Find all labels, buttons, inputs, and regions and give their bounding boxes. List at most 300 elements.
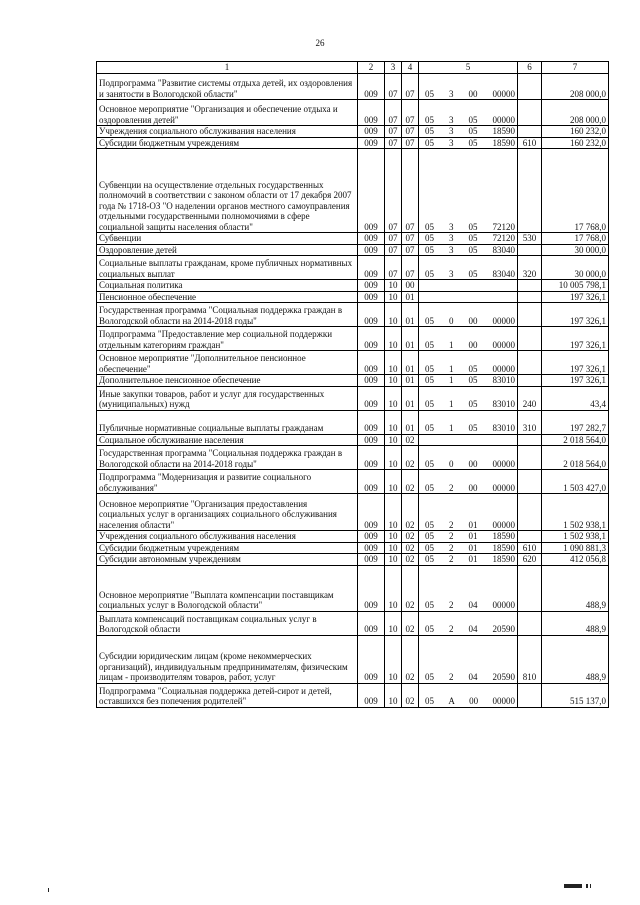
amount: 488,9 xyxy=(542,611,609,635)
target-code-part: 3 xyxy=(449,221,454,232)
section-code: 07 xyxy=(385,126,402,138)
expense-type-code xyxy=(518,565,542,611)
target-code-part: 00 xyxy=(468,482,478,493)
subsection-code: 02 xyxy=(402,494,419,531)
table-row xyxy=(97,494,609,531)
target-article-code xyxy=(419,494,518,531)
target-code-part: 3 xyxy=(449,114,454,125)
row-name: Учреждения социального обслуживания населения xyxy=(97,531,358,543)
section-code: 10 xyxy=(385,410,402,434)
expense-type-code xyxy=(518,244,542,256)
target-code-part: 00000 xyxy=(492,519,515,530)
target-code-part: А xyxy=(448,696,455,706)
target-article-code xyxy=(419,351,518,375)
table-row xyxy=(97,137,609,149)
target-article-code xyxy=(419,565,518,611)
target-code-part: 04 xyxy=(468,600,478,610)
target-code-part: 04 xyxy=(468,624,478,634)
target-code-part: 05 xyxy=(425,363,434,374)
section-code: 10 xyxy=(385,635,402,683)
expense-type-code xyxy=(518,470,542,494)
subsection-code: 07 xyxy=(402,74,419,100)
row-name: Социальная политика xyxy=(97,280,358,292)
target-article-code xyxy=(419,126,518,138)
section-code: 07 xyxy=(385,149,402,233)
target-code-part: 3 xyxy=(449,268,454,279)
expense-type-code xyxy=(518,683,542,707)
row-name: Субсидии бюджетным учреждениям xyxy=(97,137,358,149)
table-row xyxy=(97,126,609,138)
target-code-part: 05 xyxy=(425,696,434,706)
expense-type-code: 240 xyxy=(518,386,542,410)
ministry-code: 009 xyxy=(358,565,385,611)
table-row xyxy=(97,531,609,543)
subsection-code: 07 xyxy=(402,149,419,233)
subsection-code: 01 xyxy=(402,327,419,351)
target-code-part: 00000 xyxy=(492,88,515,99)
target-code-part: 2 xyxy=(449,519,454,530)
section-code: 10 xyxy=(385,434,402,446)
target-article-code xyxy=(419,470,518,494)
ministry-code: 009 xyxy=(358,542,385,554)
amount: 30 000,0 xyxy=(542,244,609,256)
subsection-code: 00 xyxy=(402,280,419,292)
row-name: Подпрограмма "Модернизация и развитие социального обслуживания" xyxy=(97,470,358,494)
ministry-code: 009 xyxy=(358,470,385,494)
table-row xyxy=(97,256,609,280)
ministry-code: 009 xyxy=(358,446,385,470)
expense-type-code: 320 xyxy=(518,256,542,280)
section-code: 10 xyxy=(385,494,402,531)
section-code: 07 xyxy=(385,256,402,280)
target-code-part: 2 xyxy=(449,672,454,682)
expense-type-code xyxy=(518,446,542,470)
target-article-code xyxy=(419,531,518,543)
ministry-code: 009 xyxy=(358,280,385,292)
section-code: 10 xyxy=(385,531,402,543)
section-code: 07 xyxy=(385,100,402,126)
target-article-code xyxy=(419,303,518,327)
target-code-part: 05 xyxy=(468,126,478,136)
target-code-part: 00000 xyxy=(492,600,515,610)
subsection-code: 07 xyxy=(402,100,419,126)
section-code: 10 xyxy=(385,303,402,327)
subsection-code: 02 xyxy=(402,611,419,635)
ministry-code: 009 xyxy=(358,291,385,303)
row-name: Подпрограмма "Социальная поддержка детей-сирот и детей, оставшихся без попечения родителей" xyxy=(97,683,358,707)
target-article-code xyxy=(419,74,518,100)
row-name: Основное мероприятие "Организация предоставления социальных услуг в организациях социального обслуживания населения области" xyxy=(97,494,358,531)
subsection-code: 02 xyxy=(402,565,419,611)
target-article-code xyxy=(419,244,518,256)
expense-type-code xyxy=(518,434,542,446)
target-code-part: 05 xyxy=(425,375,434,385)
section-code: 10 xyxy=(385,280,402,292)
target-code-part: 1 xyxy=(449,363,454,374)
target-code-part: 05 xyxy=(425,600,434,610)
section-code: 10 xyxy=(385,386,402,410)
section-code: 10 xyxy=(385,351,402,375)
amount: 2 018 564,0 xyxy=(542,446,609,470)
scan-mark xyxy=(564,884,582,888)
target-code-part: 00000 xyxy=(492,696,515,706)
expense-type-code xyxy=(518,494,542,531)
target-code-part: 1 xyxy=(449,423,454,433)
amount: 197 326,1 xyxy=(542,375,609,387)
expense-type-code: 610 xyxy=(518,137,542,149)
target-code-part: 83010 xyxy=(492,423,515,433)
ministry-code: 009 xyxy=(358,149,385,233)
subsection-code: 01 xyxy=(402,410,419,434)
target-code-part: 05 xyxy=(425,482,434,493)
amount: 160 232,0 xyxy=(542,126,609,138)
amount: 208 000,0 xyxy=(542,100,609,126)
target-article-code xyxy=(419,233,518,245)
expense-type-code: 530 xyxy=(518,233,542,245)
target-code-part: 2 xyxy=(449,554,454,564)
expense-type-code: 610 xyxy=(518,542,542,554)
table-row xyxy=(97,375,609,387)
amount: 488,9 xyxy=(542,565,609,611)
target-code-part: 18590 xyxy=(492,531,515,541)
target-code-part: 00000 xyxy=(492,363,515,374)
target-code-part: 83010 xyxy=(492,399,515,409)
amount: 197 326,1 xyxy=(542,327,609,351)
ministry-code: 009 xyxy=(358,635,385,683)
row-name: Субсидии автономным учреждениям xyxy=(97,554,358,566)
section-code: 10 xyxy=(385,683,402,707)
target-code-part: 00000 xyxy=(492,315,515,326)
ministry-code: 009 xyxy=(358,611,385,635)
target-code-part: 00 xyxy=(468,315,478,326)
target-code-part: 05 xyxy=(425,221,434,232)
section-code: 10 xyxy=(385,375,402,387)
table-row xyxy=(97,233,609,245)
target-code-part: 05 xyxy=(425,423,434,433)
target-code-part: 05 xyxy=(425,542,434,553)
table-row xyxy=(97,74,609,100)
target-code-part: 05 xyxy=(425,315,434,326)
amount: 197 282,7 xyxy=(542,410,609,434)
target-article-code xyxy=(419,280,518,292)
expense-type-code: 310 xyxy=(518,410,542,434)
ministry-code: 009 xyxy=(358,303,385,327)
subsection-code: 07 xyxy=(402,137,419,149)
target-article-code xyxy=(419,137,518,149)
target-code-part: 01 xyxy=(468,542,478,553)
target-article-code xyxy=(419,100,518,126)
table-row xyxy=(97,410,609,434)
table-row xyxy=(97,244,609,256)
amount: 43,4 xyxy=(542,386,609,410)
target-code-part: 20590 xyxy=(492,672,515,682)
target-code-part: 1 xyxy=(449,339,454,350)
target-code-part: 00000 xyxy=(492,339,515,350)
target-code-part: 05 xyxy=(468,363,478,374)
ministry-code: 009 xyxy=(358,327,385,351)
target-code-part: 05 xyxy=(468,221,478,232)
section-code: 10 xyxy=(385,554,402,566)
target-article-code xyxy=(419,149,518,233)
target-article-code xyxy=(419,256,518,280)
table-row xyxy=(97,291,609,303)
row-name: Государственная программа "Социальная поддержка граждан в Вологодской области на 2014-2018 годы" xyxy=(97,303,358,327)
target-code-part: 05 xyxy=(468,233,478,243)
subsection-code: 07 xyxy=(402,256,419,280)
subsection-code: 02 xyxy=(402,470,419,494)
section-code: 07 xyxy=(385,137,402,149)
expense-type-code xyxy=(518,126,542,138)
amount: 17 768,0 xyxy=(542,149,609,233)
ministry-code: 009 xyxy=(358,100,385,126)
ministry-code: 009 xyxy=(358,494,385,531)
target-code-part: 0 xyxy=(449,315,454,326)
header-cell: 5 xyxy=(419,62,518,74)
amount: 208 000,0 xyxy=(542,74,609,100)
ministry-code: 009 xyxy=(358,410,385,434)
target-code-part: 2 xyxy=(449,600,454,610)
subsection-code: 01 xyxy=(402,303,419,327)
amount: 1 503 427,0 xyxy=(542,470,609,494)
ministry-code: 009 xyxy=(358,386,385,410)
target-code-part: 00 xyxy=(468,88,478,99)
target-code-part: 2 xyxy=(449,624,454,634)
target-code-part: 05 xyxy=(425,244,434,255)
row-name: Основное мероприятие "Организация и обеспечение отдыха и оздоровления детей" xyxy=(97,100,358,126)
target-code-part: 05 xyxy=(425,672,434,682)
target-code-part: 05 xyxy=(425,268,434,279)
ministry-code: 009 xyxy=(358,351,385,375)
section-code: 10 xyxy=(385,327,402,351)
target-code-part: 00000 xyxy=(492,458,515,469)
subsection-code: 07 xyxy=(402,244,419,256)
target-code-part: 2 xyxy=(449,542,454,553)
target-article-code xyxy=(419,554,518,566)
ministry-code: 009 xyxy=(358,683,385,707)
target-article-code xyxy=(419,446,518,470)
amount: 17 768,0 xyxy=(542,233,609,245)
target-code-part: 05 xyxy=(425,88,434,99)
expense-type-code xyxy=(518,351,542,375)
row-name: Субсидии юридическим лицам (кроме некоммерческих организаций), индивидуальным предпринимателям, физическим лицам - производителям товаров, работ, услуг xyxy=(97,635,358,683)
table-row xyxy=(97,542,609,554)
budget-table xyxy=(96,61,609,708)
target-article-code xyxy=(419,291,518,303)
table-row xyxy=(97,149,609,233)
table-row xyxy=(97,446,609,470)
target-code-part: 83040 xyxy=(492,268,515,279)
subsection-code: 01 xyxy=(402,386,419,410)
scan-mark xyxy=(590,884,591,888)
target-code-part: 05 xyxy=(425,114,434,125)
target-article-code xyxy=(419,635,518,683)
expense-type-code xyxy=(518,327,542,351)
subsection-code: 02 xyxy=(402,542,419,554)
target-article-code xyxy=(419,375,518,387)
target-article-code xyxy=(419,327,518,351)
target-code-part: 01 xyxy=(468,519,478,530)
table-header-row xyxy=(97,62,609,74)
expense-type-code xyxy=(518,531,542,543)
subsection-code: 02 xyxy=(402,434,419,446)
target-code-part: 05 xyxy=(425,624,434,634)
target-code-part: 00 xyxy=(468,339,478,350)
target-code-part: 05 xyxy=(468,423,478,433)
row-name: Государственная программа "Социальная поддержка граждан в Вологодской области на 2014-2018 годы" xyxy=(97,446,358,470)
row-name: Социальное обслуживание населения xyxy=(97,434,358,446)
target-code-part: 05 xyxy=(425,519,434,530)
target-code-part: 05 xyxy=(468,137,478,148)
target-code-part: 05 xyxy=(468,375,478,385)
row-name: Социальные выплаты гражданам, кроме публичных нормативных социальных выплат xyxy=(97,256,358,280)
target-code-part: 05 xyxy=(425,233,434,243)
target-code-part: 3 xyxy=(449,233,454,243)
target-code-part: 05 xyxy=(468,268,478,279)
row-name: Публичные нормативные социальные выплаты гражданам xyxy=(97,410,358,434)
row-name: Пенсионное обеспечение xyxy=(97,291,358,303)
target-code-part: 05 xyxy=(425,458,434,469)
row-name: Иные закупки товаров, работ и услуг для государственных (муниципальных) нужд xyxy=(97,386,358,410)
expense-type-code xyxy=(518,74,542,100)
amount: 2 018 564,0 xyxy=(542,434,609,446)
expense-type-code xyxy=(518,303,542,327)
ministry-code: 009 xyxy=(358,74,385,100)
target-code-part: 1 xyxy=(449,399,454,409)
header-cell: 4 xyxy=(402,62,419,74)
expense-type-code: 810 xyxy=(518,635,542,683)
target-code-part: 05 xyxy=(468,244,478,255)
row-name: Учреждения социального обслуживания населения xyxy=(97,126,358,138)
subsection-code: 01 xyxy=(402,291,419,303)
target-code-part: 0 xyxy=(449,458,454,469)
target-code-part: 05 xyxy=(425,531,434,541)
ministry-code: 009 xyxy=(358,256,385,280)
amount: 412 056,8 xyxy=(542,554,609,566)
subsection-code: 01 xyxy=(402,351,419,375)
target-code-part: 2 xyxy=(449,531,454,541)
section-code: 10 xyxy=(385,446,402,470)
row-name: Оздоровление детей xyxy=(97,244,358,256)
expense-type-code xyxy=(518,100,542,126)
subsection-code: 07 xyxy=(402,233,419,245)
target-code-part: 2 xyxy=(449,482,454,493)
subsection-code: 02 xyxy=(402,683,419,707)
table-row xyxy=(97,565,609,611)
header-cell: 3 xyxy=(385,62,402,74)
expense-type-code: 620 xyxy=(518,554,542,566)
section-code: 07 xyxy=(385,233,402,245)
amount: 515 137,0 xyxy=(542,683,609,707)
table-row xyxy=(97,327,609,351)
row-name: Выплата компенсаций поставщикам социальных услуг в Вологодской области xyxy=(97,611,358,635)
amount: 1 502 938,1 xyxy=(542,531,609,543)
ministry-code: 009 xyxy=(358,531,385,543)
target-code-part: 83010 xyxy=(492,375,515,385)
amount: 488,9 xyxy=(542,635,609,683)
amount: 1 090 881,3 xyxy=(542,542,609,554)
row-name: Дополнительное пенсионное обеспечение xyxy=(97,375,358,387)
table-row xyxy=(97,434,609,446)
row-name: Подпрограмма "Развитие системы отдыха детей, их оздоровления и занятости в Вологодской области" xyxy=(97,74,358,100)
target-code-part: 3 xyxy=(449,88,454,99)
amount: 30 000,0 xyxy=(542,256,609,280)
scan-mark xyxy=(48,888,49,892)
table-row xyxy=(97,683,609,707)
expense-type-code xyxy=(518,149,542,233)
header-cell: 7 xyxy=(542,62,609,74)
section-code: 10 xyxy=(385,542,402,554)
target-code-part: 72120 xyxy=(492,221,515,232)
subsection-code: 07 xyxy=(402,126,419,138)
target-code-part: 04 xyxy=(468,672,478,682)
table-row xyxy=(97,635,609,683)
expense-type-code xyxy=(518,611,542,635)
target-article-code xyxy=(419,410,518,434)
amount: 10 005 798,1 xyxy=(542,280,609,292)
row-name: Подпрограмма "Предоставление мер социальной поддержки отдельным категориям граждан" xyxy=(97,327,358,351)
ministry-code: 009 xyxy=(358,554,385,566)
header-cell: 1 xyxy=(97,62,358,74)
subsection-code: 02 xyxy=(402,635,419,683)
amount: 197 326,1 xyxy=(542,303,609,327)
ministry-code: 009 xyxy=(358,434,385,446)
section-code: 10 xyxy=(385,470,402,494)
ministry-code: 009 xyxy=(358,375,385,387)
row-name: Субвенции xyxy=(97,233,358,245)
target-code-part: 05 xyxy=(425,399,434,409)
table-row xyxy=(97,280,609,292)
table-row xyxy=(97,386,609,410)
target-article-code xyxy=(419,434,518,446)
target-code-part: 05 xyxy=(425,126,434,136)
table-row xyxy=(97,611,609,635)
amount: 1 502 938,1 xyxy=(542,494,609,531)
section-code: 10 xyxy=(385,291,402,303)
ministry-code: 009 xyxy=(358,244,385,256)
amount: 160 232,0 xyxy=(542,137,609,149)
section-code: 10 xyxy=(385,611,402,635)
target-code-part: 00000 xyxy=(492,482,515,493)
target-code-part: 72120 xyxy=(492,233,515,243)
ministry-code: 009 xyxy=(358,233,385,245)
table-row xyxy=(97,100,609,126)
target-code-part: 20590 xyxy=(492,624,515,634)
target-code-part: 18590 xyxy=(492,554,515,564)
target-code-part: 18590 xyxy=(492,137,515,148)
subsection-code: 02 xyxy=(402,531,419,543)
table-row xyxy=(97,303,609,327)
target-code-part: 00000 xyxy=(492,114,515,125)
target-code-part: 3 xyxy=(449,126,454,136)
header-cell: 2 xyxy=(358,62,385,74)
target-code-part: 1 xyxy=(449,375,454,385)
target-article-code xyxy=(419,386,518,410)
page-number: 26 xyxy=(315,38,325,48)
target-code-part: 05 xyxy=(425,137,434,148)
expense-type-code xyxy=(518,375,542,387)
target-code-part: 05 xyxy=(425,554,434,564)
row-name: Субсидии бюджетным учреждениям xyxy=(97,542,358,554)
target-code-part: 00 xyxy=(469,696,479,706)
target-code-part: 18590 xyxy=(492,126,515,136)
header-cell: 6 xyxy=(518,62,542,74)
expense-type-code xyxy=(518,291,542,303)
target-code-part: 00 xyxy=(468,458,478,469)
target-article-code xyxy=(419,683,518,707)
ministry-code: 009 xyxy=(358,126,385,138)
target-code-part: 18590 xyxy=(492,542,515,553)
section-code: 07 xyxy=(385,244,402,256)
